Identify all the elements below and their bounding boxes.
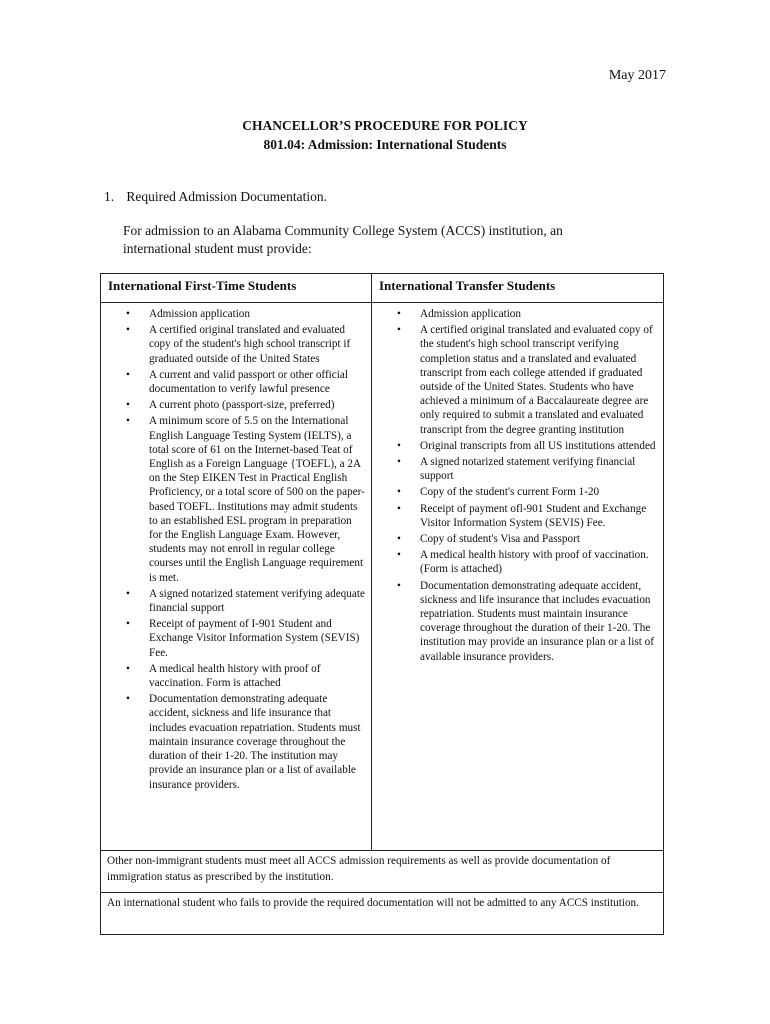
title-line-1: CHANCELLOR’S PROCEDURE FOR POLICY	[242, 118, 528, 133]
requirement-item	[101, 692, 371, 791]
requirement-item	[372, 532, 663, 546]
requirement-item	[101, 323, 371, 366]
bullet-icon: •	[397, 549, 401, 562]
requirement-item	[101, 617, 371, 660]
bullet-icon: •	[397, 324, 401, 337]
failure-note: An international student who fails to provide the required documentation will not be admitted to any ACCS institution.	[107, 897, 639, 909]
requirement-text: Copy of the student's current Form 1-20	[420, 486, 600, 499]
requirement-item	[101, 398, 371, 412]
requirement-text: A medical health history with proof of vaccination. (Form is attached)	[420, 549, 649, 576]
requirement-text: Receipt of payment of I-901 Student and Exchange Visitor Information System (SEVIS) Fee.	[149, 618, 360, 659]
bullet-icon: •	[397, 308, 401, 320]
requirements-table	[100, 273, 664, 935]
requirement-text: A signed notarized statement verifying adequate financial support	[149, 587, 365, 615]
requirement-item	[372, 455, 663, 483]
bullet-icon: •	[397, 502, 401, 515]
requirement-text: A medical health history with proof of vaccination. Form is attached	[149, 662, 321, 690]
requirement-text: A certified original translated and evaluated copy of the student's high school transcript verifying completion status and a translated and evaluated transcript from each college attended if graduated outside of the United States. Students who have achieved a minimum of a Baccalaureate degree are only required to submit a translated and evaluated transcript from the degree granting institution	[420, 324, 653, 436]
requirement-item	[101, 307, 371, 321]
section-intro: For admission to an Alabama Community College System (ACCS) institution, an international student must provide:	[123, 223, 563, 256]
transfer-requirements-list	[372, 307, 663, 664]
bullet-icon: •	[397, 439, 401, 452]
document-title	[0, 116, 770, 154]
requirement-item	[372, 439, 663, 453]
requirement-text: Copy of student's Visa and Passport	[420, 533, 580, 546]
bullet-icon: •	[397, 579, 401, 592]
bullet-icon: •	[126, 399, 130, 412]
requirement-text: A minimum score of 5.5 on the International English Language Testing System (IELTS), a total score of 61 on the Internet-based Teat of English as a Foreign Language {TOEFL), a 2A on the Step EIKEN Test in Practical English Proficiency, or a total score of 500 on the paper-based TOEFL. Institutions may admit students to an established ESL program in preparation for the English Language Exam. However, students may not enroll in regular college courses until the English Language requirement is met.	[149, 415, 365, 584]
requirement-item	[372, 485, 663, 499]
requirement-item	[372, 502, 663, 530]
bullet-icon: •	[397, 533, 401, 546]
requirement-item	[372, 579, 663, 664]
table-header-row	[101, 274, 663, 303]
non-immigrant-note: Other non-immigrant students must meet all ACCS admission requirements as well as provide documentation of immigration status as prescribed by the institution.	[101, 851, 663, 893]
section-number: 1.	[104, 189, 115, 204]
requirement-item	[101, 587, 371, 615]
title-line-2: 801.04: Admission: International Students	[263, 137, 507, 152]
bullet-icon: •	[397, 456, 401, 469]
section-heading	[104, 189, 327, 205]
bullet-icon: •	[397, 486, 401, 499]
bullet-icon: •	[126, 368, 130, 381]
requirement-item	[372, 323, 663, 437]
requirement-item	[372, 548, 663, 576]
section-heading-text: Required Admission Documentation.	[126, 189, 327, 204]
requirement-text: Documentation demonstrating adequate accident, sickness and life insurance that includes evacuation repatriation. Students must maintain insurance coverage throughout the duration of their 1-20. The institution may provide an insurance plan or a list of available insurance providers.	[149, 693, 361, 791]
bullet-icon: •	[126, 662, 130, 675]
requirement-text: A certified original translated and evaluated copy of the student's high school transcript if graduated outside of the United States	[149, 324, 351, 365]
requirement-text: A current photo (passport-size, preferred)	[149, 399, 335, 412]
bullet-icon: •	[126, 587, 130, 600]
requirement-text: A current and valid passport or other official documentation to verify lawful presence	[149, 368, 348, 396]
requirement-item	[101, 662, 371, 690]
document-date: May 2017	[608, 68, 666, 83]
requirement-item	[101, 414, 371, 584]
table-body-row	[101, 303, 663, 851]
transfer-column	[372, 303, 663, 850]
column-header-transfer: International Transfer Students	[379, 278, 556, 293]
first-time-requirements-list	[101, 307, 371, 792]
column-header-first-time: International First-Time Students	[101, 274, 372, 302]
bullet-icon: •	[126, 324, 130, 337]
bullet-icon: •	[126, 308, 130, 320]
requirement-text: Admission application	[149, 308, 250, 320]
requirement-text: Admission application	[420, 308, 521, 320]
requirement-text: Documentation demonstrating adequate accident, sickness and life insurance that includes evacuation repatriation. Students must maintain insurance coverage throughout the duration of their 1-20. The institution may provide an insurance plan or a list of available insurance providers.	[420, 579, 654, 663]
bullet-icon: •	[126, 693, 130, 706]
requirement-text: A signed notarized statement verifying financial support	[420, 456, 636, 483]
first-time-column	[101, 303, 372, 850]
requirement-text: Original transcripts from all US institutions attended	[420, 439, 656, 452]
bullet-icon: •	[126, 618, 130, 631]
requirement-text: Receipt of payment ofl-901 Student and Exchange Visitor Information System (SEVIS) Fee.	[420, 502, 647, 529]
requirement-item	[101, 368, 371, 396]
bullet-icon: •	[126, 415, 130, 428]
requirement-item	[372, 307, 663, 321]
